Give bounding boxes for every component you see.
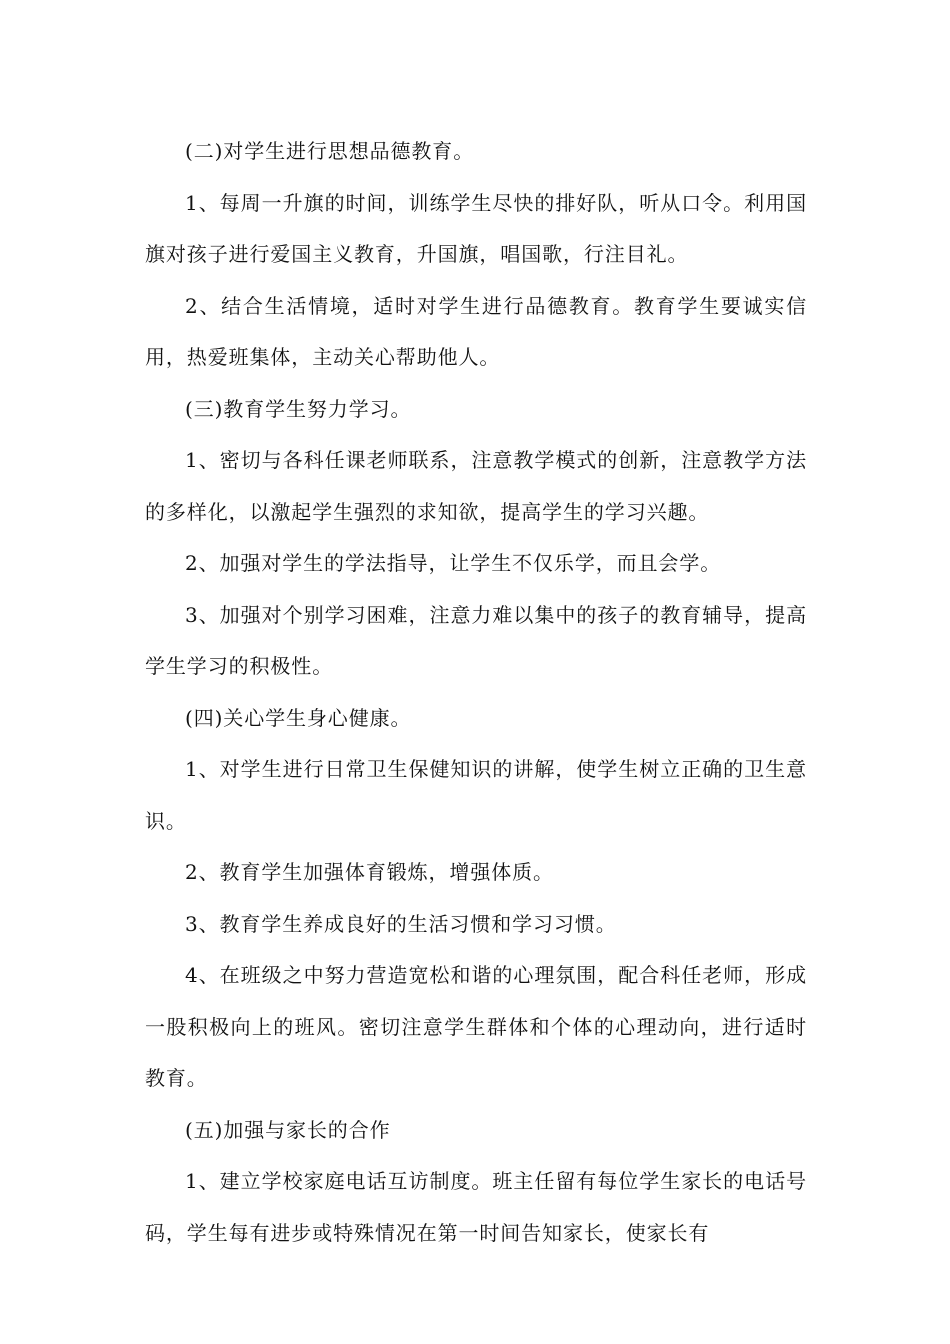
paragraph-character-education: 2、结合生活情境，适时对学生进行品德教育。教育学生要诚实信用，热爱班集体，主动关心帮助他人。 <box>145 293 807 369</box>
paragraph-tutoring: 3、加强对个别学习困难，注意力难以集中的孩子的教育辅导，提高学生学习的积极性。 <box>145 602 807 678</box>
paragraph-class-atmosphere: 4、在班级之中努力营造宽松和谐的心理氛围，配合科任老师，形成一股积极向上的班风。密切注意学生群体和个体的心理动向，进行适时教育。 <box>145 963 807 1090</box>
paragraph-hygiene: 1、对学生进行日常卫生保健知识的讲解，使学生树立正确的卫生意识。 <box>145 757 807 833</box>
paragraph-flag-raising: 1、每周一升旗的时间，训练学生尽快的排好队，听从口令。利用国旗对孩子进行爱国主义教育，升国旗，唱国歌，行注目礼。 <box>145 190 807 266</box>
paragraph-exercise: 2、教育学生加强体育锻炼，增强体质。 <box>185 860 554 884</box>
section-heading-moral-education: (二)对学生进行思想品德教育。 <box>185 139 475 163</box>
section-heading-study: (三)教育学生努力学习。 <box>185 396 412 421</box>
section-heading-parents: (五)加强与家长的合作 <box>185 1117 391 1142</box>
paragraph-study-method: 2、加强对学生的学法指导，让学生不仅乐学，而且会学。 <box>185 551 722 575</box>
paragraph-teacher-contact: 1、密切与各科任课老师联系，注意教学模式的创新，注意教学方法的多样化，以激起学生强烈的求知欲，提高学生的学习兴趣。 <box>145 448 807 524</box>
paragraph-phone-visits: 1、建立学校家庭电话互访制度。班主任留有每位学生家长的电话号码，学生每有进步或特殊情况在第一时间告知家长，使家长有 <box>145 1169 807 1245</box>
document-body <box>145 126 807 1259</box>
section-heading-health: (四)关心学生身心健康。 <box>185 705 412 730</box>
paragraph-habits: 3、教育学生养成良好的生活习惯和学习习惯。 <box>185 911 617 936</box>
